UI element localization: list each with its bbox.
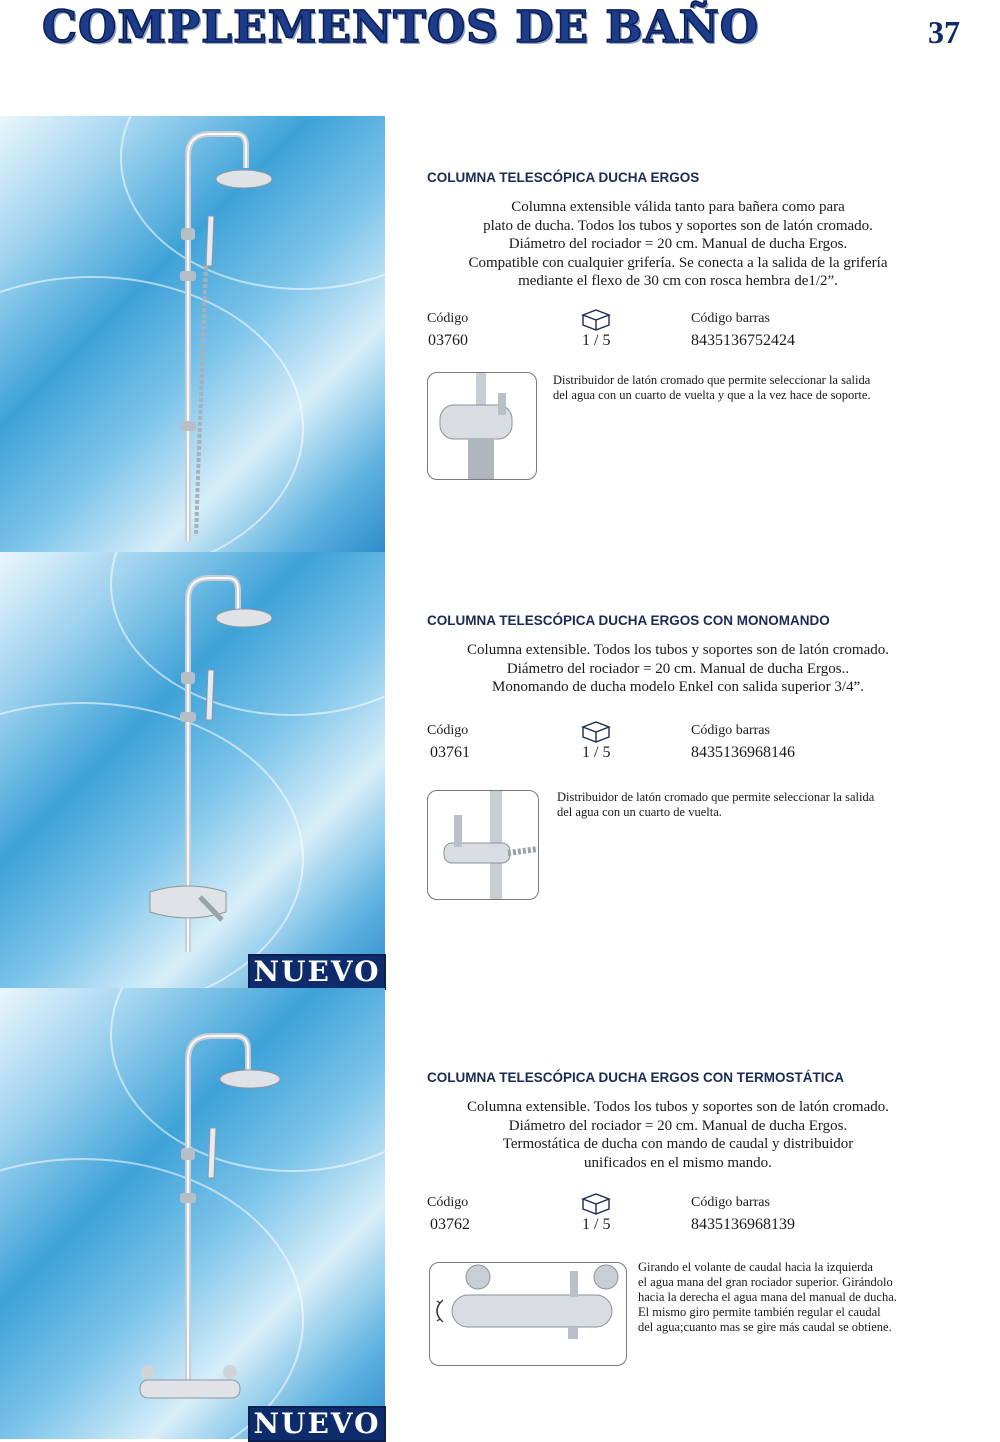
new-badge: NUEVO: [248, 1406, 386, 1442]
product-03762: [0, 988, 1000, 1439]
product-barcode: 8435136968146: [691, 744, 795, 761]
product-photo: [0, 116, 385, 552]
box-icon: [580, 307, 612, 331]
product-03760: [0, 116, 1000, 552]
code-label: Código: [427, 723, 469, 738]
barcode-label: Código barras: [691, 311, 770, 326]
pack-units: 1 / 5: [582, 1216, 611, 1233]
barcode-label: Código barras: [691, 723, 770, 738]
product-title: COLUMNA TELESCÓPICA DUCHA ERGOS: [427, 170, 700, 185]
detail-note: Girando el volante de caudal hacia la izquierda el agua mana del gran rociador superior. Girándolo hacia la derecha el agua mana del manual de ducha. El mismo giro permite también regular el caudal del agua;cuanto mas se gire más caudal se obtiene.: [638, 1260, 897, 1334]
product-barcode: 8435136968139: [691, 1216, 795, 1233]
product-photo: [0, 988, 385, 1439]
shower-column-illustration: [0, 116, 385, 552]
box-icon: [580, 1191, 612, 1215]
detail-image: [427, 372, 537, 480]
detail-note: Distribuidor de latón cromado que permite seleccionar la salida del agua con un cuarto de vuelta y que a la vez hace de soporte.: [553, 373, 871, 402]
product-photo: [0, 552, 385, 988]
pack-units: 1 / 5: [582, 744, 611, 761]
product-code: 03762: [430, 1216, 470, 1233]
page-number: 37: [928, 14, 960, 50]
product-code: 03761: [430, 744, 470, 761]
detail-image: [429, 1262, 627, 1366]
detail-image: [427, 790, 539, 900]
new-badge: NUEVO: [248, 954, 386, 990]
product-description: Columna extensible. Todos los tubos y soportes son de latón cromado. Diámetro del rociador = 20 cm. Manual de ducha Ergos.. Monomando de ducha modelo Enkel con salida superior 3/4”.: [467, 642, 889, 695]
product-title: COLUMNA TELESCÓPICA DUCHA ERGOS CON MONOMANDO: [427, 613, 830, 628]
product-title: COLUMNA TELESCÓPICA DUCHA ERGOS CON TERMOSTÁTICA: [427, 1070, 844, 1085]
product-barcode: 8435136752424: [691, 332, 795, 349]
code-label: Código: [427, 1195, 469, 1210]
detail-note: Distribuidor de latón cromado que permite seleccionar la salida del agua con un cuarto de vuelta.: [557, 790, 875, 819]
page-title: COMPLEMENTOS DE BAÑO: [42, 2, 760, 53]
code-label: Código: [427, 311, 469, 326]
product-description: Columna extensible válida tanto para bañera como para plato de ducha. Todos los tubos y soportes son de latón cromado. Diámetro del rociador = 20 cm. Manual de ducha Ergos. Compatible con cualquier grifería. Se conecta a la salida de la grifería mediante el flexo de 30 cm con rosca hembra de1/2”.: [468, 199, 888, 289]
barcode-label: Código barras: [691, 1195, 770, 1210]
box-icon: [580, 719, 612, 743]
product-code: 03760: [428, 332, 468, 349]
shower-column-illustration: [0, 552, 385, 988]
shower-column-illustration: [0, 988, 385, 1439]
pack-units: 1 / 5: [582, 332, 611, 349]
product-description: Columna extensible. Todos los tubos y soportes son de latón cromado. Diámetro del rociador = 20 cm. Manual de ducha Ergos. Termostática de ducha con mando de caudal y distribuidor unificados en el mismo mando.: [467, 1099, 889, 1171]
product-03761: [0, 552, 1000, 988]
